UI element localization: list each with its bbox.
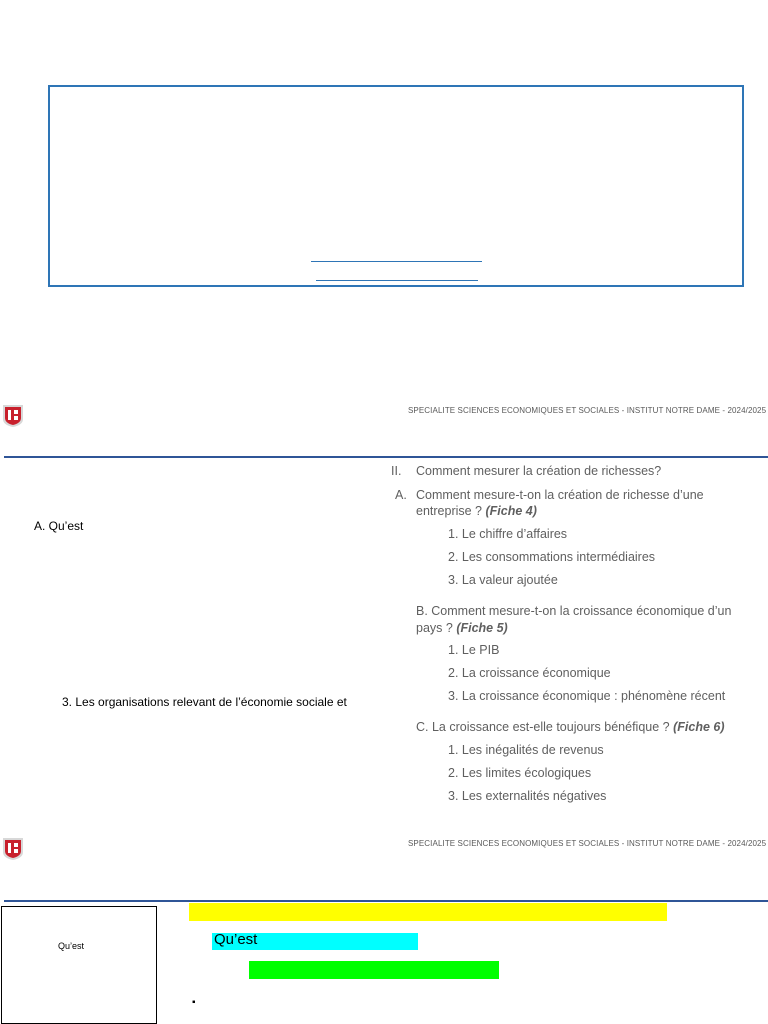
part-a-item: 1. Le chiffre d’affaires <box>448 527 568 541</box>
part-b-item: 3. La croissance économique : phénomène récent <box>448 689 726 703</box>
definition-box-label: Qu’est <box>58 941 85 951</box>
part-c-item: 1. Les inégalités de revenus <box>448 743 604 757</box>
yellow-highlight-bar <box>189 903 667 921</box>
part-a-item: 2. Les consommations intermédiaires <box>448 550 656 564</box>
page-header: SPECIALITE SCIENCES ECONOMIQUES ET SOCIALES - INSTITUT NOTRE DAME - 2024/2025 <box>408 406 767 415</box>
blank-line-2 <box>316 280 478 281</box>
part-c-item: 3. Les externalités négatives <box>448 789 607 803</box>
section-number: II. <box>391 464 402 478</box>
part-b-title-line1: B. Comment mesure-t-on la croissance économique d’un <box>416 604 732 618</box>
definition-box <box>1 906 157 1024</box>
school-logo-icon <box>2 837 24 861</box>
part-c-item: 2. Les limites écologiques <box>448 766 592 780</box>
organisations-label: 3. Les organisations relevant de l’économie sociale et <box>62 695 347 709</box>
bullet-icon: ▪ <box>192 997 196 1008</box>
part-b-item: 1. Le PIB <box>448 643 500 657</box>
green-highlight-bar <box>249 961 499 979</box>
part-a-fiche: (Fiche 4) <box>485 504 537 518</box>
header-rule <box>4 456 768 458</box>
part-a-item: 3. La valeur ajoutée <box>448 573 558 587</box>
part-b-fiche: (Fiche 5) <box>456 621 508 635</box>
school-logo-icon <box>2 404 24 428</box>
header-rule <box>4 900 768 902</box>
cyan-highlight-label: Qu’est <box>214 931 258 948</box>
part-c-fiche: (Fiche 6) <box>673 720 725 734</box>
part-b-title-line2: pays ? (Fiche 5) <box>416 621 508 635</box>
part-a-number: A. <box>395 488 407 502</box>
blank-line-1 <box>311 261 482 262</box>
section-title: Comment mesurer la création de richesses? <box>416 464 662 478</box>
page-header: SPECIALITE SCIENCES ECONOMIQUES ET SOCIALES - INSTITUT NOTRE DAME - 2024/2025 <box>408 839 767 848</box>
part-c-title: C. La croissance est-elle toujours bénéfique ? (Fiche 6) <box>416 720 725 734</box>
section-a-label: A. Qu’est <box>34 519 84 533</box>
empty-frame <box>48 85 744 287</box>
cyan-highlight-bar <box>212 933 418 950</box>
part-b-item: 2. La croissance économique <box>448 666 611 680</box>
part-a-title-line1: Comment mesure-t-on la création de richesse d’une <box>416 488 704 502</box>
part-a-title-line2: entreprise ? (Fiche 4) <box>416 504 537 518</box>
